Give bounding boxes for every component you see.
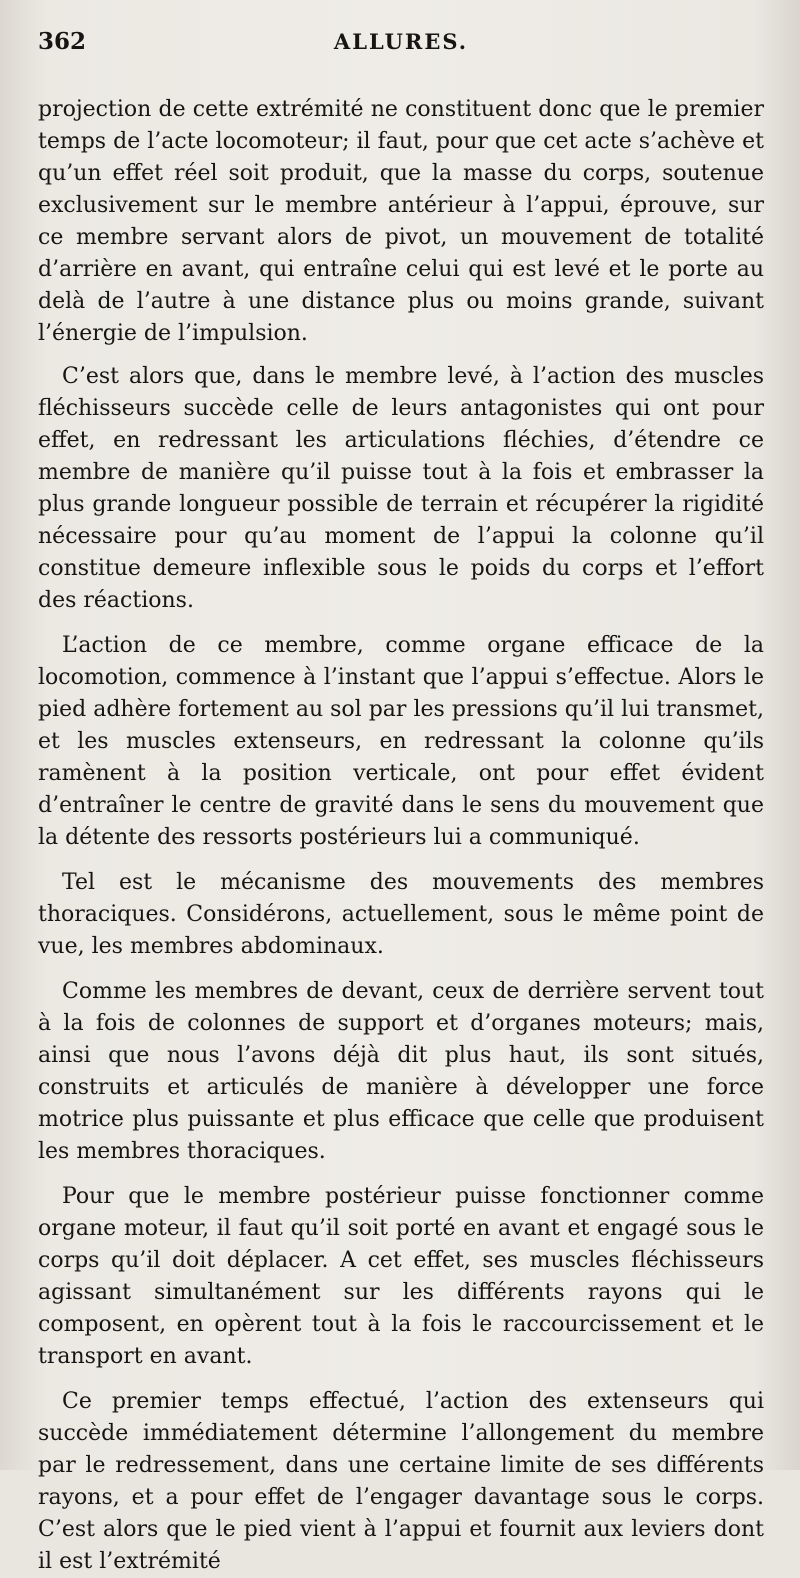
running-head (38, 28, 764, 68)
paragraph-continuation: projection de cette extrémité ne constituent donc que le premier temps de l’acte locomoteur; il faut, pour que cet acte s’achève et qu’un effet réel soit produit, que la masse du corps, soutenue exclusivement sur le membre antérieur à l’appui, éprouve, sur ce membre servant alors de pivot, un mouvement de totalité d’arrière en avant, qui entraîne celui qui est levé et le porte au delà de l’autre à une distance plus ou moins grande, suivant l’énergie de l’impulsion. (38, 97, 764, 346)
paragraph: C’est alors que, dans le membre levé, à l’action des muscles fléchisseurs succède celle de leurs antagonistes qui ont pour effet, en redressant les articulations fléchies, d’étendre ce membre de manière qu’il puisse tout à la fois et embrasser la plus grande longueur possible de terrain et récupérer la rigidité nécessaire pour qu’au moment de l’appui la colonne qu’il constitue demeure inflexible sous le poids du corps et l’effort des réactions. (38, 364, 764, 613)
paragraph: Pour que le membre postérieur puisse fonctionner comme organe moteur, il faut qu’il soit porté en avant et engagé sous le corps qu’il doit déplacer. A cet effet, ses muscles fléchisseurs agissant simultanément sur les différents rayons qui le composent, en opèrent tout à la fois le raccourcissement et le transport en avant. (38, 1184, 764, 1369)
page-number: 362 (38, 28, 87, 55)
paragraph: Ce premier temps effectué, l’action des extenseurs qui succède immédiatement détermine l’allongement du membre par le redressement, dans une certaine limite de ses différents rayons, et a pour effet de l’engager davantage sous le corps. C’est alors que le pied vient à l’appui et fournit aux leviers dont il est l’extrémité (38, 1389, 764, 1574)
running-title: ALLURES. (333, 29, 469, 54)
paragraph: Comme les membres de devant, ceux de derrière servent tout à la fois de colonnes de support et d’organes moteurs; mais, ainsi que nous l’avons déjà dit plus haut, ils sont situés, construits et articulés de manière à développer une force motrice plus puissante et plus efficace que celle que produisent les membres thoraciques. (38, 979, 764, 1164)
body-text (38, 94, 764, 1578)
paragraph: Tel est le mécanisme des mouvements des membres thoraciques. Considérons, actuellement, sous le même point de vue, les membres abdominaux. (38, 870, 764, 959)
paragraph: L’action de ce membre, comme organe efficace de la locomotion, commence à l’instant que l’appui s’effectue. Alors le pied adhère fortement au sol par les pressions qu’il lui transmet, et les muscles extenseurs, en redressant la colonne qu’ils ramènent à la position verticale, ont pour effet évident d’entraîner le centre de gravité dans le sens du mouvement que la détente des ressorts postérieurs lui a communiqué. (38, 633, 764, 850)
